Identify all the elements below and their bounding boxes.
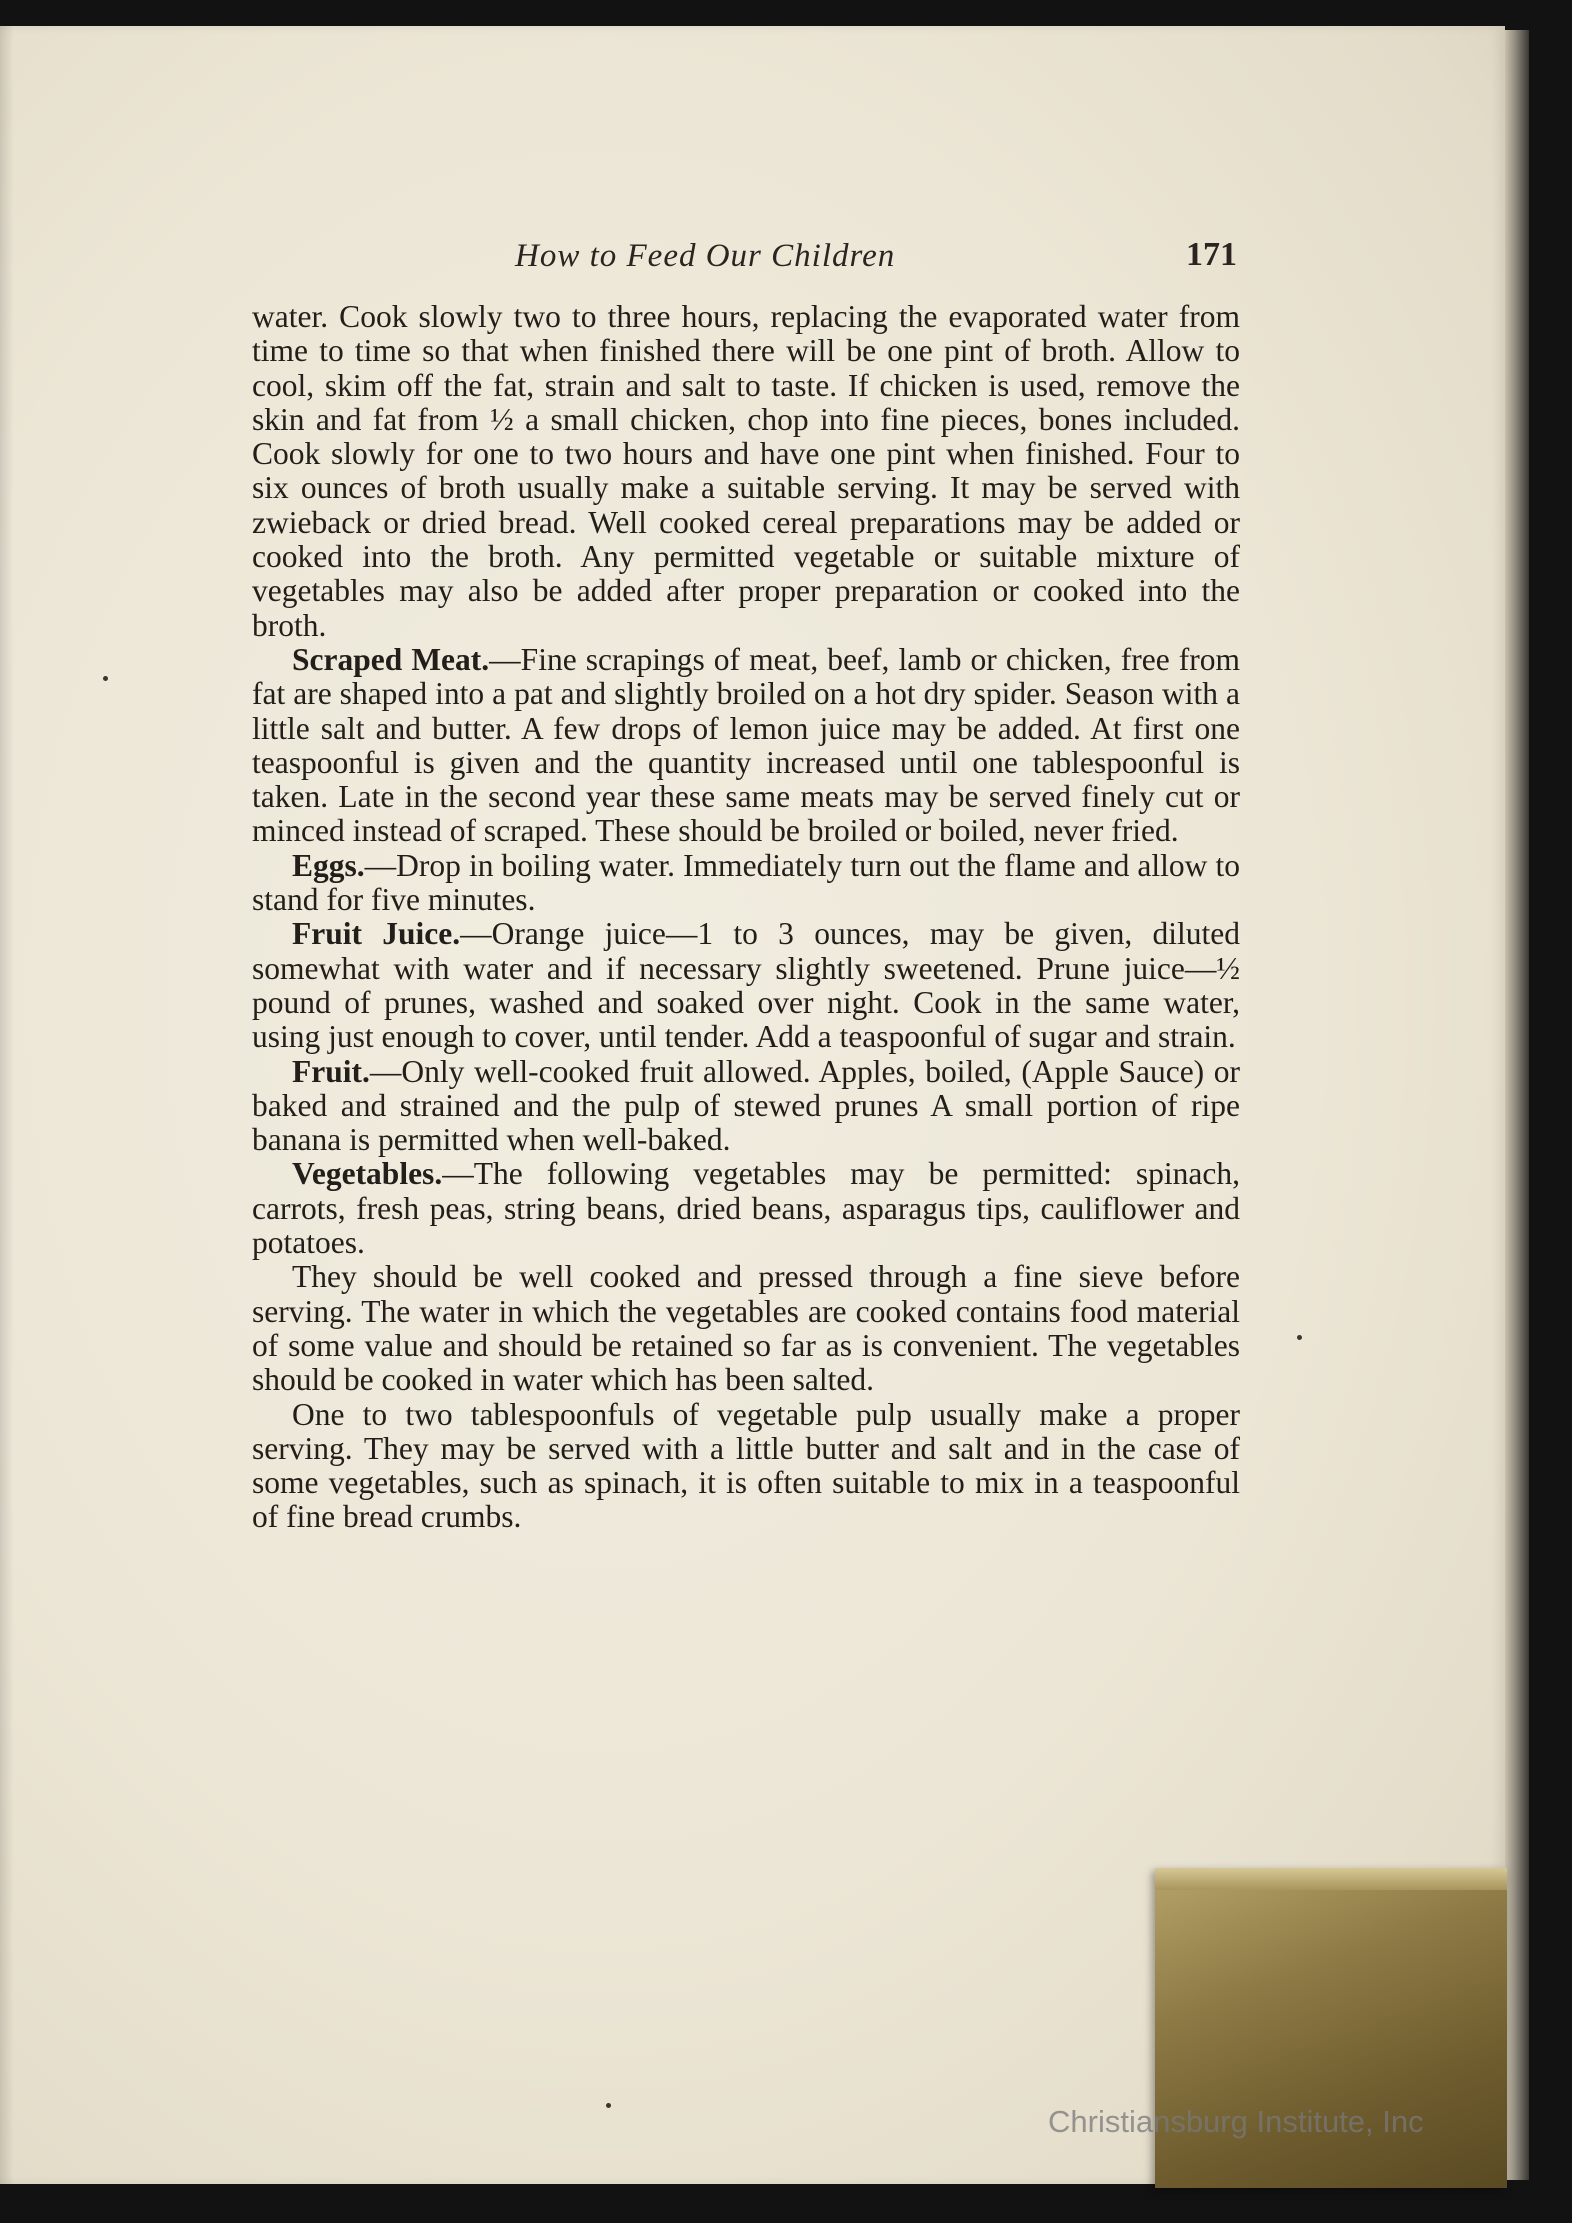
page-number: 171 [1186, 236, 1237, 273]
bookmark-tab [1155, 1868, 1507, 2188]
paragraph-heading: Eggs. [292, 847, 365, 883]
paragraph-text: —Fine scrapings of meat, beef, lamb or chicken, free from fat are shaped into a pat and slightly broiled on a hot dry spider. Season with a little salt and butter. A few drops of lemon juice may be added. At first one teaspoonful is given and the quantity increased until one tablespoonful is taken. Late in the second year these same meats may be served finely cut or minced instead of scraped. These should be broiled or boiled, never fried. [252, 641, 1241, 849]
paragraph-text: —Drop in boiling water. Immediately turn out the flame and allow to stand for five minutes. [252, 847, 1240, 918]
watermark: Christiansburg Institute, Inc [1048, 2104, 1424, 2139]
paper-speck [103, 676, 108, 681]
paragraph-fruit [252, 1055, 1240, 1158]
paragraph-text: They should be well cooked and pressed through a fine sieve before serving. The water in which the vegetables are cooked contains food material of some value and should be retained so far as is convenient. The vegetables should be cooked in water which has been salted. [252, 1259, 1240, 1398]
paragraph-broth-continued [252, 300, 1240, 643]
paragraph-fruit-juice [252, 917, 1240, 1054]
paragraph-text: One to two tablespoonfuls of vegetable pulp usually make a proper serving. They may be served with a little butter and salt and in the case of some vegetables, such as spinach, it is often suitable to mix in a teaspoonful of fine bread crumbs. [252, 1396, 1240, 1535]
running-head [250, 236, 1240, 286]
running-title: How to Feed Our Children [515, 238, 896, 274]
body-text [252, 300, 1240, 1535]
paragraph-text: —Only well-cooked fruit allowed. Apples, boiled, (Apple Sauce) or baked and strained and the pulp of stewed prunes A small portion of ripe banana is permitted when well-baked. [252, 1053, 1240, 1158]
paper-speck [606, 2103, 611, 2108]
bookmark-top-edge [1155, 1868, 1507, 1890]
paragraph-heading: Fruit. [292, 1053, 370, 1089]
paragraph-vegetables [252, 1157, 1240, 1260]
paragraph-text: —Orange juice—1 to 3 ounces, may be given, diluted somewhat with water and if necessary slightly sweetened. Prune juice—½ pound of prunes, washed and soaked over night. Cook in the same water, using just enough to cover, until tender. Add a teaspoonful of sugar and strain. [252, 916, 1241, 1055]
paragraph-eggs [252, 849, 1240, 918]
paragraph-vegetable-preparation [252, 1260, 1240, 1397]
page-gutter-shadow [0, 26, 14, 2184]
paragraph-heading: Vegetables. [292, 1156, 443, 1192]
paragraph-scraped-meat [252, 643, 1240, 849]
paragraph-text: water. Cook slowly two to three hours, replacing the evaporated water from time to time so that when finished there will be one pint of broth. Allow to cool, skim off the fat, strain and salt to taste. If chicken is used, remove the skin and fat from ½ a small chicken, chop into fine pieces, bones included. Cook slowly for one to two hours and have one pint when finished. Four to six ounces of broth usually make a suitable serving. It may be served with zwieback or dried bread. Well cooked cereal preparations may be added or cooked into the broth. Any permitted vegetable or suitable mixture of vegetables may also be added after proper preparation or cooked into the broth. [252, 299, 1240, 643]
paragraph-vegetable-serving [252, 1398, 1240, 1535]
paragraph-text: —The following vegetables may be permitted: spinach, carrots, fresh peas, string beans, dried beans, asparagus tips, cauliflower and potatoes. [252, 1156, 1240, 1261]
paragraph-heading: Scraped Meat. [292, 641, 490, 677]
paper-speck [1297, 1335, 1302, 1340]
paragraph-heading: Fruit Juice. [292, 916, 461, 952]
